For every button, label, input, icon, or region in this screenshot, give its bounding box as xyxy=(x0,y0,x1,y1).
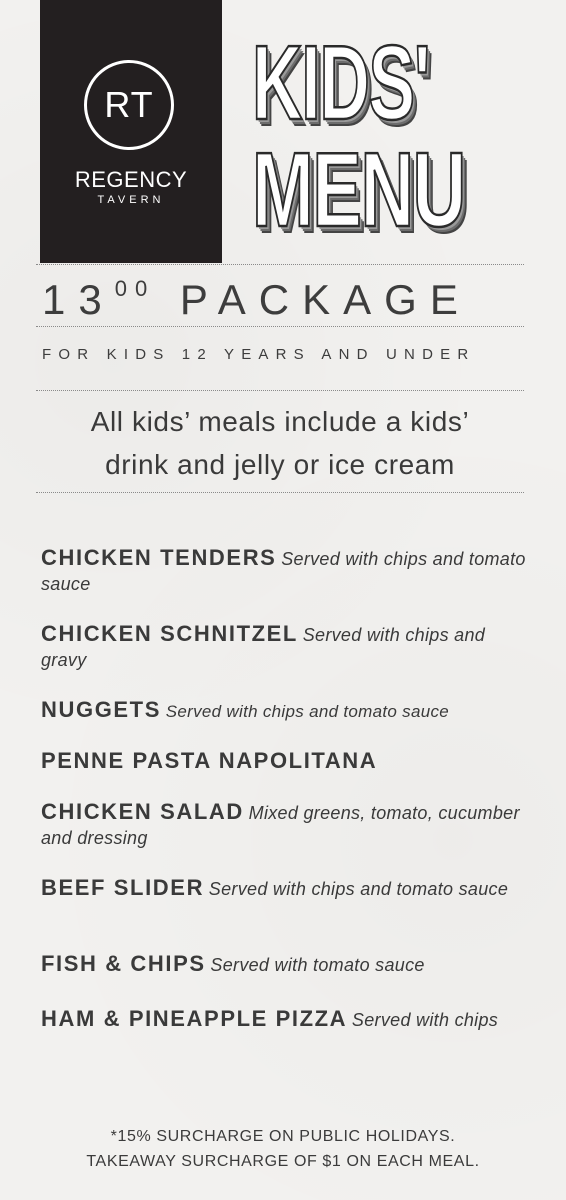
divider xyxy=(36,492,524,493)
package-label: PACKAGE xyxy=(179,276,471,323)
menu-item-name: BEEF SLIDER xyxy=(41,875,205,900)
menu-item xyxy=(41,697,531,724)
divider xyxy=(36,390,524,391)
menu-item-desc: Served with chips xyxy=(351,1010,499,1030)
includes-note xyxy=(30,400,530,486)
package-price-dollars: 13 xyxy=(42,276,115,323)
menu-item xyxy=(41,545,531,597)
menu-title-line1: KIDS' xyxy=(252,24,430,142)
divider xyxy=(36,264,524,265)
menu-item-desc: Mixed greens, tomato, cucumber and dressing xyxy=(41,803,520,848)
includes-line1: All kids’ meals include a kids’ xyxy=(90,406,470,437)
logo-monogram: RT xyxy=(104,84,154,125)
divider xyxy=(36,326,524,327)
menu-item-name: NUGGETS xyxy=(41,697,161,722)
regency-tavern-logo xyxy=(40,0,222,263)
logo-subname: TAVERN xyxy=(97,194,165,206)
menu-item xyxy=(41,748,531,775)
surcharge-notes xyxy=(30,1124,536,1174)
includes-line2: drink and jelly or ice cream xyxy=(105,449,455,480)
menu-item-name: CHICKEN SCHNITZEL xyxy=(41,621,298,646)
logo-name: REGENCY xyxy=(74,167,188,192)
menu-title-line2: MENU xyxy=(252,131,465,249)
menu-item-desc: Served with chips and tomato sauce xyxy=(208,879,509,899)
menu-item-name: CHICKEN TENDERS xyxy=(41,545,277,570)
logo-monogram-ring xyxy=(84,60,174,150)
menu-item-name: CHICKEN SALAD xyxy=(41,799,244,824)
menu-item-desc: Served with tomato sauce xyxy=(210,955,425,975)
menu-item-name: FISH & CHIPS xyxy=(41,951,206,976)
package-price-cents: 00 xyxy=(114,276,156,301)
surcharge-takeaway: TAKEAWAY SURCHARGE OF $1 ON EACH MEAL. xyxy=(86,1153,480,1170)
age-note: FOR KIDS 12 YEARS AND UNDER xyxy=(42,346,476,363)
menu-item xyxy=(41,1003,531,1037)
package-price xyxy=(42,276,542,324)
menu-item xyxy=(41,621,531,673)
menu-item-name: PENNE PASTA NAPOLITANA xyxy=(41,748,378,773)
menu-item-desc: Served with chips and gravy xyxy=(41,625,486,670)
menu-item-desc: Served with chips and tomato sauce xyxy=(41,549,526,594)
menu-item xyxy=(41,951,531,978)
surcharge-holidays: *15% SURCHARGE ON PUBLIC HOLIDAYS. xyxy=(110,1128,456,1145)
menu-item-name: HAM & PINEAPPLE PIZZA xyxy=(41,1006,348,1031)
menu-item xyxy=(41,875,531,902)
menu-item xyxy=(41,799,531,851)
menu-item-desc: Served with chips and tomato sauce xyxy=(165,702,450,721)
